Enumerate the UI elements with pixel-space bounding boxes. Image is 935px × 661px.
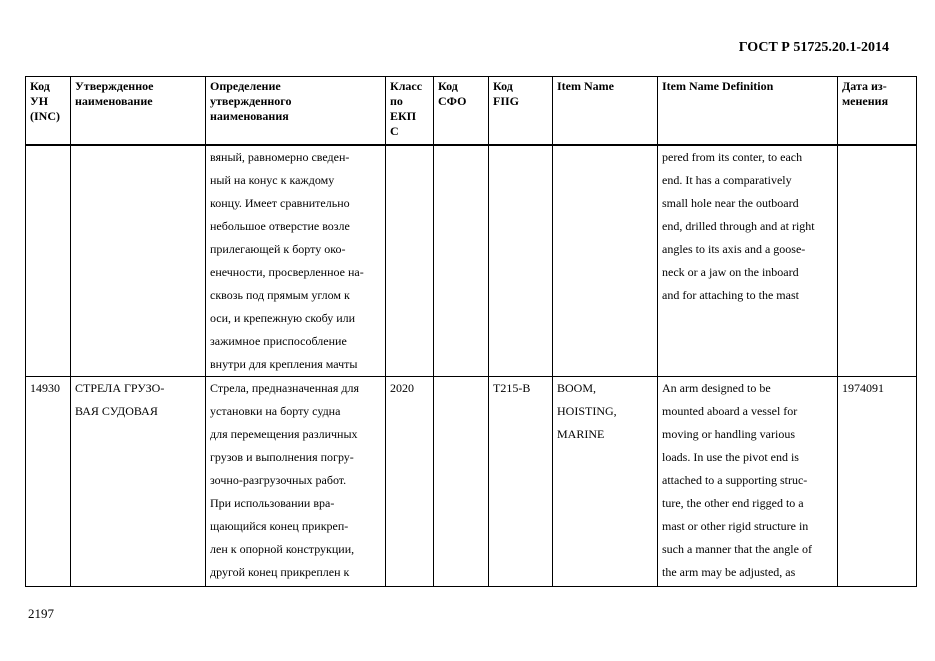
cell-inc: 14930 <box>26 377 71 587</box>
cell-item-definition: pered from its conter, to each end. It has a comparatively small hole near the outboard end, drilled through and at right angles to its axis and a goose- neck or a jaw on the inboard and for attaching to the mast <box>658 145 838 377</box>
header-definition: Определение утвержденного наименования <box>206 77 386 146</box>
header-fiig: Код FIIG <box>489 77 553 146</box>
cell-definition: Стрела, предназначенная для установки на борту судна для перемещения различных грузов и выполнения погру- зочно-разгрузочных работ. При использовании вра- щающийся конец прикреп- лен к опорной конструкции, другой конец прикреплен к <box>206 377 386 587</box>
header-item-definition: Item Name Definition <box>658 77 838 146</box>
header-item-name: Item Name <box>553 77 658 146</box>
header-date: Дата из- менения <box>838 77 917 146</box>
cell-inc <box>26 145 71 377</box>
cell-fiig: T215-B <box>489 377 553 587</box>
table-row <box>26 145 917 377</box>
cell-item-name: BOOM, HOISTING, MARINE <box>553 377 658 587</box>
cell-date: 1974091 <box>838 377 917 587</box>
cell-class: 2020 <box>386 377 434 587</box>
cell-date <box>838 145 917 377</box>
cell-fiig <box>489 145 553 377</box>
header-class: Класс по ЕКП С <box>386 77 434 146</box>
nomenclature-table <box>25 76 917 587</box>
cell-approved-name <box>71 145 206 377</box>
cell-definition: вяный, равномерно сведен- ный на конус к каждому концу. Имеет сравнительно небольшое отверстие возле прилегающей к борту око- енечности, просверленное на- сквозь под прямым углом к оси, и крепежную скобу или зажимное приспособление внутри для крепления мачты <box>206 145 386 377</box>
table-row <box>26 377 917 587</box>
page-number: 2197 <box>28 606 54 621</box>
header-inc: Код УН (INC) <box>26 77 71 146</box>
cell-item-definition: An arm designed to be mounted aboard a vessel for moving or handling various loads. In use the pivot end is attached to a supporting struc- ture, the other end rigged to a mast or other rigid structure in such a manner that the angle of the arm may be adjusted, as <box>658 377 838 587</box>
cell-class <box>386 145 434 377</box>
header-approved-name: Утвержденное наименование <box>71 77 206 146</box>
standard-designation: ГОСТ Р 51725.20.1-2014 <box>738 40 889 55</box>
cell-item-name <box>553 145 658 377</box>
cell-sfo <box>434 377 489 587</box>
header-sfo: Код СФО <box>434 77 489 146</box>
table-header-row <box>26 77 917 146</box>
cell-approved-name: СТРЕЛА ГРУЗО- ВАЯ СУДОВАЯ <box>71 377 206 587</box>
cell-sfo <box>434 145 489 377</box>
